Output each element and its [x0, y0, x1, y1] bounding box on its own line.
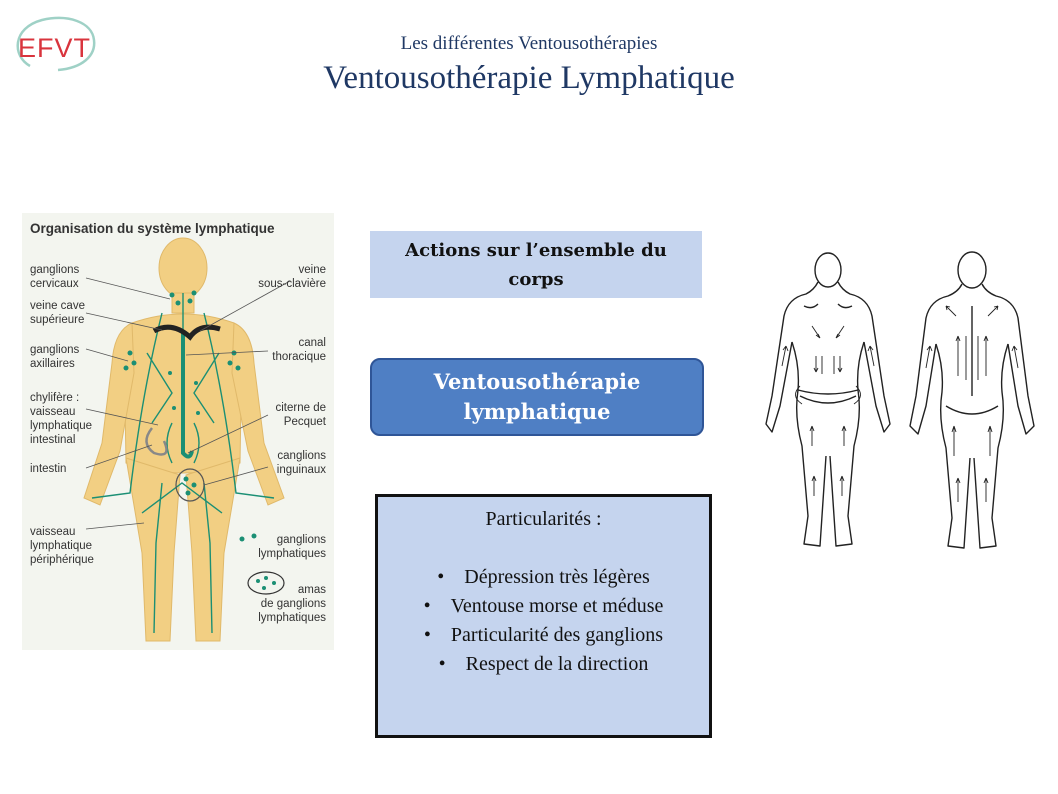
diagram-title: Organisation du système lymphatique	[30, 221, 275, 236]
page-subtitle: Les différentes Ventousothérapies	[400, 33, 658, 54]
label-ganglions-inguinaux: canglions inguinaux	[276, 450, 326, 476]
body-front-back-drainage-figures	[760, 246, 1038, 556]
label-ganglions-axillaires: ganglions axillaires	[30, 344, 80, 370]
particularites-heading: Particularités :	[485, 508, 602, 530]
list-item: • Particularité des ganglions	[378, 621, 709, 650]
label-ganglions-cervicaux: ganglions cervicaux	[30, 264, 80, 290]
back-body-figure	[910, 252, 1034, 548]
list-item: • Dépression très légères	[378, 563, 709, 592]
particularites-list	[378, 563, 709, 679]
logo-text: EFVT	[18, 33, 92, 63]
list-item: • Respect de la direction	[378, 650, 709, 679]
front-body-figure	[766, 253, 890, 546]
label-veine-cave: veine cave supérieure	[30, 300, 85, 326]
particularites-box	[375, 494, 712, 738]
label-vaisseau-peripherique: vaisseau lymphatique périphérique	[30, 526, 94, 566]
label-amas-ganglions: amas de ganglions lymphatiques	[258, 584, 326, 624]
label-chylifere: chylifère : vaisseau lymphatique intestinal	[30, 392, 93, 446]
label-ganglions-lymphatiques: ganglions lymphatiques	[258, 534, 326, 560]
front-drainage-arrows	[782, 326, 874, 496]
lymphatic-system-diagram	[22, 213, 334, 650]
label-citerne-pecquet: citerne de Pecquet	[275, 402, 326, 428]
main-technique-box: Ventousothérapie lymphatique	[370, 358, 704, 436]
label-veine-sous-claviere: veine sous-clavière	[258, 264, 326, 290]
label-intestin: intestin	[30, 463, 67, 475]
actions-box: Actions sur l’ensemble du corps	[370, 231, 702, 298]
legend-ganglion-cluster-icon	[248, 572, 284, 594]
label-canal-thoracique: canal thoracique	[272, 337, 326, 363]
legend-ganglion-dots-icon	[240, 534, 257, 542]
list-item: • Ventouse morse et méduse	[378, 592, 709, 621]
page-title: Ventousothérapie Lymphatique	[323, 60, 735, 96]
